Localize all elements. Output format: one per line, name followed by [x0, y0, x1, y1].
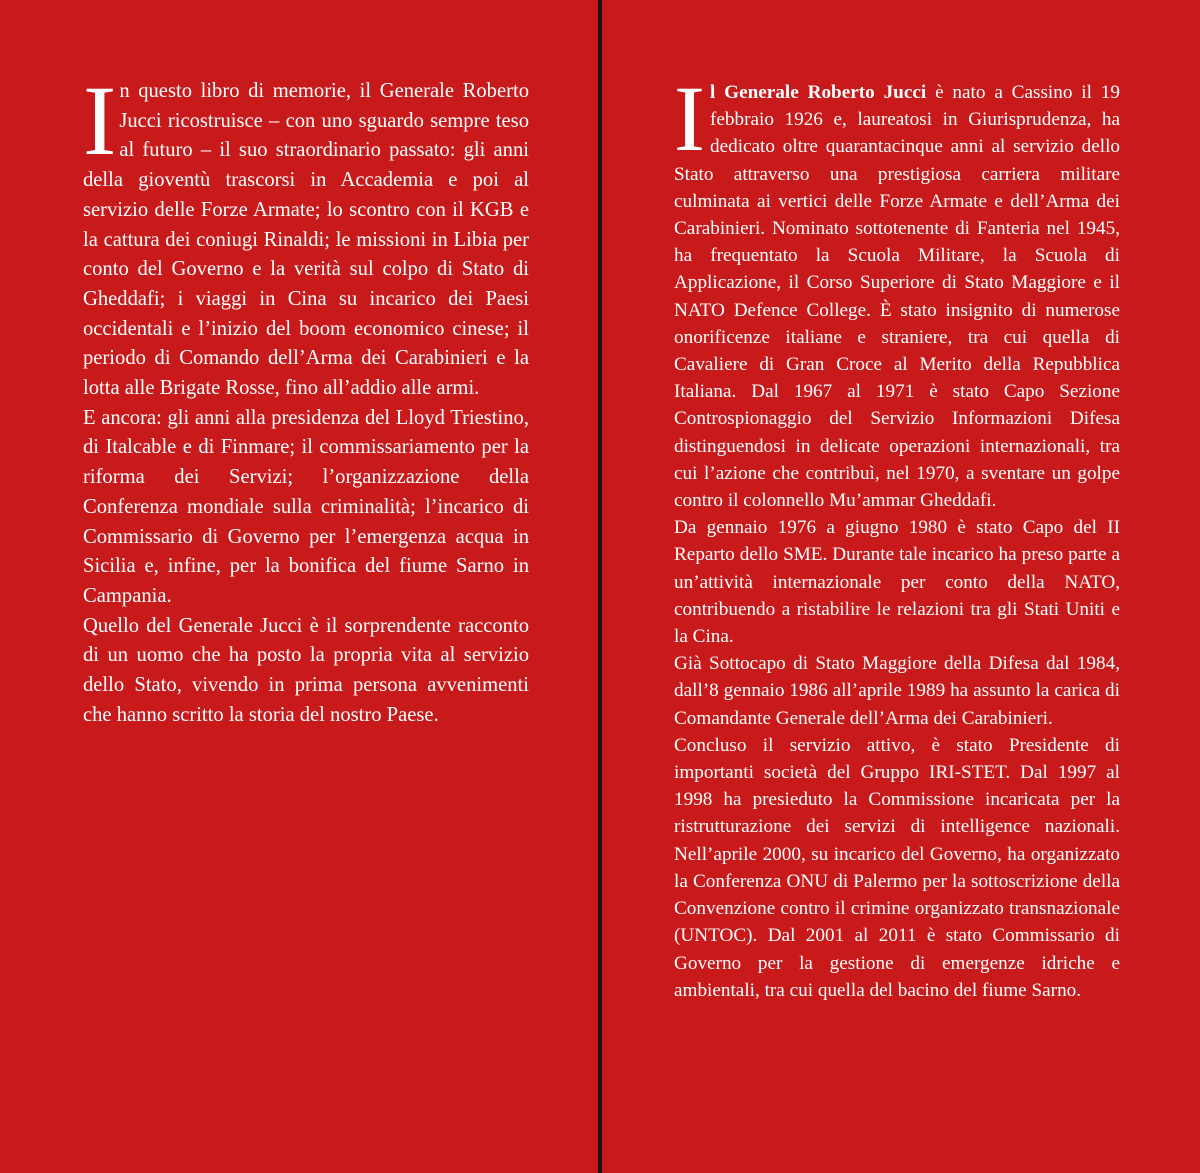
author-name: l Generale Roberto Jucci [709, 82, 927, 103]
right-paragraph-4: Concluso il servizio attivo, è stato Presidente di importanti società del Gruppo IRI-STET. Dal 1997 al 1998 ha presieduto la Commissione incaricata per la ristrutturazione dei servizi di intelligence nazionali. Nell’aprile 2000, su incarico del Governo, ha organizzato la Conferenza ONU di Palermo per la sottoscrizione della Convenzione contro il crimine organizzato transnazionale (UNTOC). Dal 2001 al 2011 è stato Commissario di Governo per la gestione di emergenze idriche e ambientali, tra cui quella del bacino del fiume Sarno. [674, 734, 1120, 1001]
right-paragraph-3: Già Sottocapo di Stato Maggiore della Difesa dal 1984, dall’8 gennaio 1986 all’aprile 1989 ha assunto la carica di Comandante Generale dell’Arma dei Carabinieri. [674, 653, 1120, 729]
left-page [0, 0, 598, 1173]
right-paragraph-1 [674, 68, 1120, 514]
left-paragraph-1 [83, 65, 529, 404]
left-paragraph-2: E ancora: gli anni alla presidenza del Lloyd Triestino, di Italcable e di Finmare; il commissariamento per la riforma dei Servizi; l’organizzazione della Conferenza mondiale sulla criminalità; l’incarico di Commissario di Governo per l’emergenza acqua in Sicilia e, infine, per la bonifica del fiume Sarno in Campania. [83, 406, 529, 607]
right-page-text [674, 68, 1120, 1004]
right-paragraph-1-text: è nato a Cassino il 19 febbraio 1926 e, laureatosi in Giurisprudenza, ha dedicato oltre quarantacinque anni al servizio dello Stato attraverso una prestigiosa carriera militare culminata ai vertici delle Forze Armate e dell’Arma dei Carabinieri. Nominato sottotenente di Fanteria nel 1945, ha frequentato la Scuola Militare, la Scuola di Applicazione, il Corso Superiore di Stato Maggiore e il NATO Defence College. È stato insignito di numerose onorificenze italiane e straniere, tra cui quella di Cavaliere di Gran Croce al Merito della Repubblica Italiana. Dal 1967 al 1971 è stato Capo Sezione Controspionaggio del Servizio Informazioni Difesa distinguendosi in delicate operazioni internazionali, tra cui l’azione che contribuì, nel 1970, a sventare un golpe contro il colonnello Mu’ammar Gheddafi. [674, 82, 1120, 512]
left-page-text [83, 65, 529, 730]
right-paragraph-2: Da gennaio 1976 a giugno 1980 è stato Capo del II Reparto dello SME. Durante tale incarico ha preso parte a un’attività internazionale per conto della NATO, contribuendo a ristabilire le relazioni tra gli Stati Uniti e la Cina. [674, 517, 1120, 648]
right-page [602, 0, 1200, 1173]
left-paragraph-1-text: n questo libro di memorie, il Generale Roberto Jucci ricostruisce – con uno sguardo sempre teso al futuro – il suo straordinario passato: gli anni della gioventù trascorsi in Accademia e poi al servizio delle Forze Armate; lo scontro con il KGB e la cattura dei coniugi Rinaldi; le missioni in Libia per conto del Governo e la verità sul colpo di Stato di Gheddafi; i viaggi in Cina su incarico dei Paesi occidentali e l’inizio del boom economico cinese; il periodo di Comando dell’Arma dei Carabinieri e la lotta alle Brigate Rosse, fino all’addio alle armi. [83, 80, 529, 400]
right-dropcap: I [674, 68, 705, 171]
left-dropcap: I [83, 65, 117, 176]
left-paragraph-3: Quello del Generale Jucci è il sorprendente racconto di un uomo che ha posto la propria vita al servizio dello Stato, vivendo in prima persona avvenimenti che hanno scritto la storia del nostro Paese. [83, 614, 529, 726]
